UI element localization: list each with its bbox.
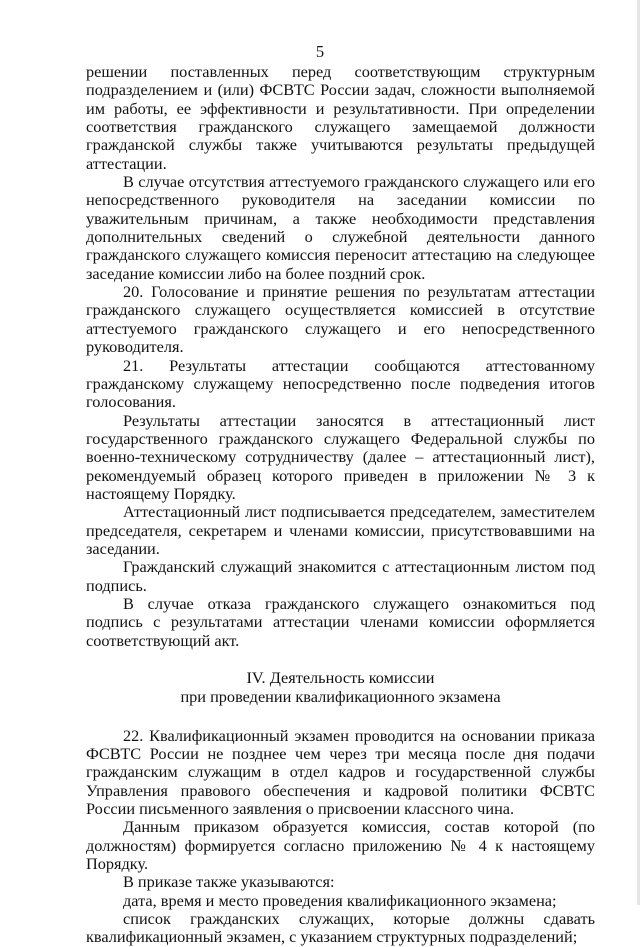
- paragraph-refusal-act: В случае отказа гражданского служащего ознакомиться под подпись с результатами аттестации членами комиссии оформляется соответствующий акт.: [86, 593, 595, 650]
- paragraph-commission-formation: Данным приказом образуется комиссия, состав которой (по должностям) формируется согласно приложению № 4 к настоящему Порядку.: [86, 817, 595, 873]
- paragraph-order-contents: В приказе также указываются:: [123, 872, 335, 892]
- paragraph-acknowledgement: Гражданский служащий знакомится с аттестационным листом под подпись.: [86, 557, 595, 595]
- section-heading-iv: [86, 669, 595, 707]
- document-body: [86, 63, 595, 947]
- paragraph-item-21: 21. Результаты аттестации сообщаются аттестованному гражданскому служащему непосредственно после подведения итогов голосования.: [86, 355, 595, 412]
- page-number: 5: [315, 42, 325, 61]
- paragraph-item-20: 20. Голосование и принятие решения по результатам аттестации гражданского служащего осуществляется комиссией в отсутствие аттестуемого гражданского служащего и его непосредственного руководителя.: [86, 282, 595, 357]
- section-heading-line-1: IV. Деятельность комиссии: [246, 668, 435, 687]
- list-item-exam-participants: список гражданских служащих, которые должны сдавать квалификационный экзамен, с указанием структурных подразделений;: [86, 909, 595, 947]
- paragraph-attestation-signature: Аттестационный лист подписывается председателем, заместителем председателя, секретарем и членами комиссии, присутствовавшими на заседании.: [86, 502, 595, 558]
- paragraph-item-22: 22. Квалификационный экзамен проводится на основании приказа ФСВТС России не позднее чем через три месяца после дня подачи гражданским служащим в отдел кадров и государственной службы Управления правового обеспечения и кадровой политики ФСВТС России письменного заявления о присвоении классного чина.: [86, 725, 595, 818]
- paragraph-continuation: решении поставленных перед соответствующим структурным подразделением и (или) ФСВТС России задач, сложности выполняемой им работы, ее эффективности и результативности. При определении соответствия гражданского служащего замещаемой должности гражданской службы также учитываются результаты предыдущей аттестации.: [86, 62, 595, 173]
- section-heading-line-2: при проведении квалификационного экзамена: [180, 686, 501, 706]
- paragraph-absence-postponement: В случае отсутствия аттестуемого гражданского служащего или его непосредственного руководителя на заседании комиссии по уважительным причинам, а также необходимости представления дополнительных сведений о служебной деятельности данного гражданского служащего комиссия переносит аттестацию на следующее заседание комиссии либо на более поздний срок.: [86, 172, 595, 283]
- list-item-exam-date-place: дата, время и место проведения квалификационного экзамена;: [123, 890, 557, 910]
- paragraph-attestation-results: Результаты аттестации заносятся в аттестационный лист государственного гражданского служащего Федеральной службы по военно-техническому сотрудничеству (далее – аттестационный лист), рекомендуемый образец которого приведен в приложении № 3 к настоящему Порядку.: [86, 410, 595, 503]
